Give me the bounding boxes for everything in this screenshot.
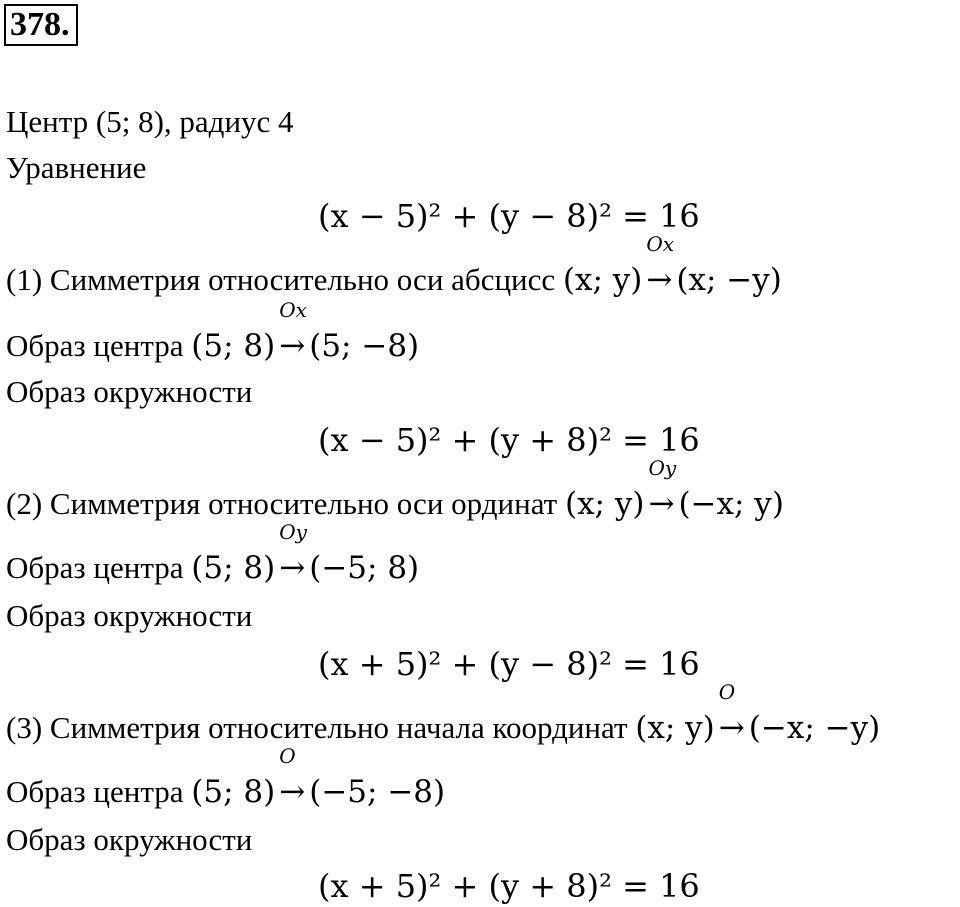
center-radius-line: Центр (5; 8), радиус 4 (6, 104, 294, 139)
case-3-center-image-text: Образ центра (6, 774, 184, 809)
case-3-map-to: (−x; −y) (748, 710, 881, 746)
original-equation: (x − 5)² + (y − 8)² = 16 (318, 197, 700, 235)
case-3-map-from: (x; y) (635, 710, 715, 746)
case-2-center-from: (5; 8) (191, 550, 276, 586)
case-1-title (6, 232, 782, 298)
case-3-center-arrow-label: O (279, 744, 296, 768)
case-2-map-arrow: → Oy (648, 456, 677, 522)
case-1-map-from: (x; y) (562, 262, 643, 298)
case-1-map-to: (x; −y) (676, 262, 782, 298)
case-2-center-arrow: → Oy (279, 520, 307, 586)
case-2-center-image-text: Образ центра (6, 550, 184, 585)
case-1-center-arrow-label: Ox (279, 298, 307, 322)
case-2-map-from: (x; y) (564, 486, 645, 522)
equation-label: Уравнение (6, 150, 147, 185)
case-1-center-image (6, 298, 420, 364)
case-3-center-to: (−5; −8) (309, 774, 446, 810)
case-2-center-image (6, 520, 420, 586)
case-3-equation: (x + 5)² + (y + 8)² = 16 (318, 867, 700, 905)
case-3-center-image (6, 744, 446, 810)
case-3-map-arrow: → O (718, 680, 745, 746)
case-3-center-arrow: → O (279, 744, 306, 810)
case-2-equation: (x + 5)² + (y − 8)² = 16 (318, 645, 700, 683)
case-3-map-label: O (718, 680, 736, 704)
case-2-map-to: (−x; y) (678, 486, 784, 522)
case-3-title (6, 680, 881, 746)
case-2-title (6, 456, 784, 522)
case-2-circle-image: Образ окружности (6, 598, 253, 633)
case-1-map-label: Ox (646, 232, 675, 256)
case-3-title-text: (3) Симметрия относительно начала координат (6, 710, 628, 745)
problem-number: 378. (4, 4, 78, 46)
case-1-map-arrow: → Ox (646, 232, 675, 298)
case-2-center-arrow-label: Oy (279, 520, 307, 544)
case-2-map-label: Oy (648, 456, 677, 480)
case-1-center-to: (5; −8) (309, 328, 420, 364)
case-3-circle-image: Образ окружности (6, 822, 253, 857)
case-1-title-text: (1) Симметрия относительно оси абсцисс (6, 262, 556, 297)
case-1-equation: (x − 5)² + (y + 8)² = 16 (318, 421, 700, 459)
case-1-circle-image: Образ окружности (6, 374, 253, 409)
case-3-center-from: (5; 8) (191, 774, 276, 810)
case-1-center-image-text: Образ центра (6, 328, 184, 363)
case-1-center-arrow: → Ox (279, 298, 307, 364)
case-2-title-text: (2) Симметрия относительно оси ординат (6, 486, 558, 521)
case-1-center-from: (5; 8) (191, 328, 276, 364)
case-2-center-to: (−5; 8) (309, 550, 420, 586)
